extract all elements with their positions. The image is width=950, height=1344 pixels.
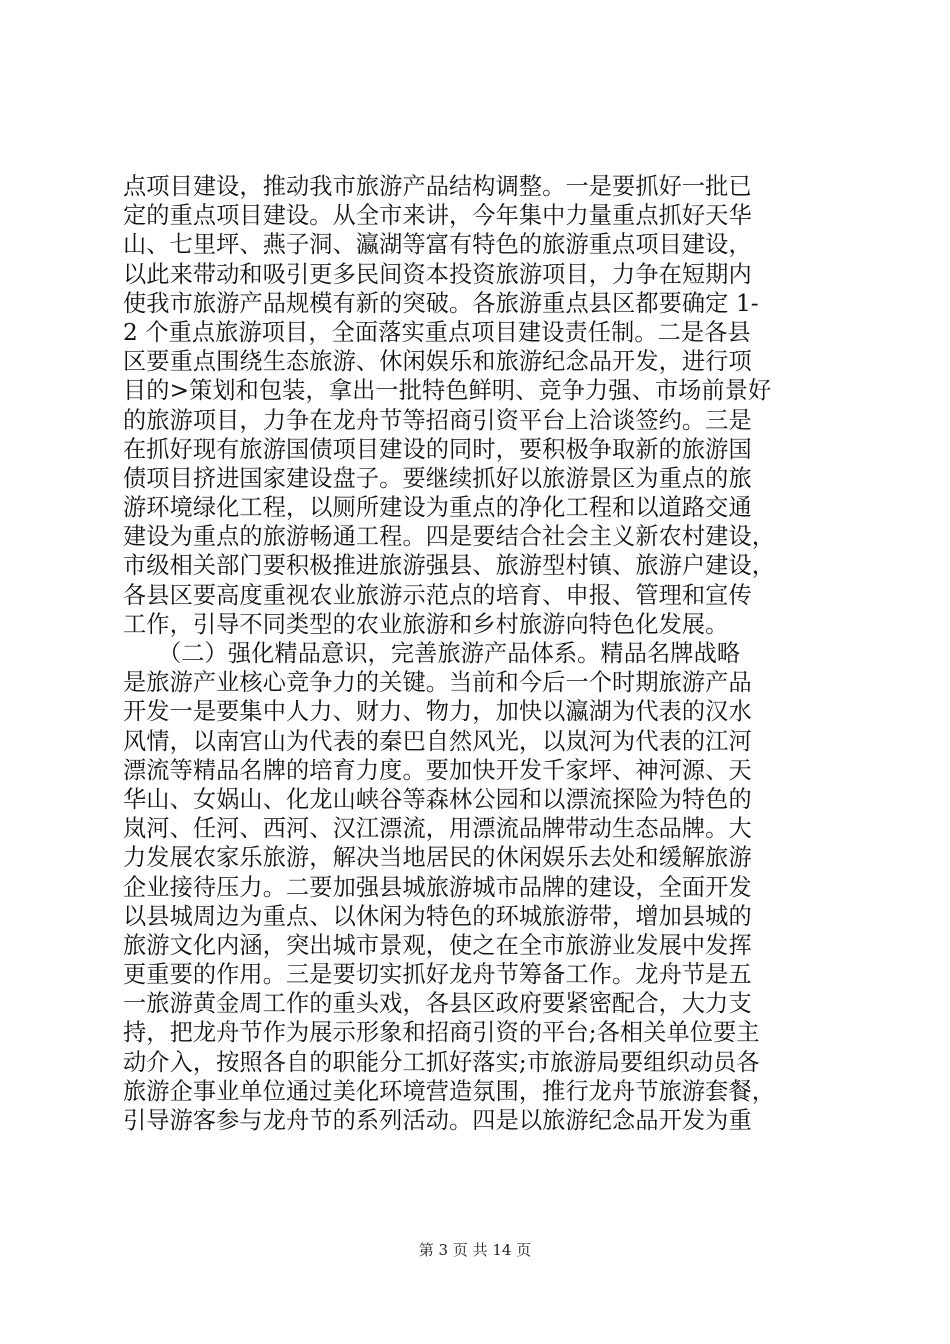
text-line: 市级相关部门要积极推进旅游强县、旅游型村镇、旅游户建设， [123, 552, 776, 580]
text-line: 旅游文化内涵，突出城市景观，使之在全市旅游业发展中发挥 [123, 931, 752, 959]
text-line: 旅游企事业单位通过美化环境营造氛围，推行龙舟节旅游套餐， [123, 1077, 776, 1105]
text-line: 以此来带动和吸引更多民间资本投资旅游项目，力争在短期内 [123, 260, 752, 288]
text-line: 动介入，按照各自的职能分工抓好落实;市旅游局要组织动员各 [123, 1048, 760, 1076]
document-body [123, 172, 843, 1135]
text-line: 开发一是要集中人力、财力、物力，加快以瀛湖为代表的汉水 [123, 698, 752, 726]
text-line: 使我市旅游产品规模有新的突破。各旅游重点县区都要确定 1- [123, 289, 759, 317]
text-line: 一旅游黄金周工作的重头戏，各县区政府要紧密配合，大力支 [123, 990, 752, 1018]
text-line: 工作，引导不同类型的农业旅游和乡村旅游向特色化发展。 [123, 610, 729, 638]
text-line: 的旅游项目，力争在龙舟节等招商引资平台上洽谈签约。三是 [123, 406, 752, 434]
text-line: 漂流等精品名牌的培育力度。要加快开发千家坪、神河源、天 [123, 756, 752, 784]
text-line: 定的重点项目建设。从全市来讲，今年集中力量重点抓好天华 [123, 202, 752, 230]
text-line: 山、七里坪、燕子洞、瀛湖等富有特色的旅游重点项目建设， [123, 231, 752, 259]
text-line: 建设为重点的旅游畅通工程。四是要结合社会主义新农村建设， [123, 523, 776, 551]
text-line: 以县城周边为重点、以休闲为特色的环城旅游带，增加县城的 [123, 902, 752, 930]
text-line: 区要重点围绕生态旅游、休闲娱乐和旅游纪念品开发，进行项 [123, 348, 752, 376]
text-line: 在抓好现有旅游国债项目建设的同时，要积极争取新的旅游国 [123, 435, 752, 463]
text-line: 各县区要高度重视农业旅游示范点的培育、申报、管理和宣传 [123, 581, 752, 609]
text-line: 岚河、任河、西河、汉江漂流，用漂流品牌带动生态品牌。大 [123, 815, 752, 843]
text-line: 点项目建设，推动我市旅游产品结构调整。一是要抓好一批已 [123, 173, 752, 200]
text-line: 企业接待压力。二要加强县城旅游城市品牌的建设，全面开发 [123, 873, 752, 901]
text-line: 持，把龙舟节作为展示形象和招商引资的平台;各相关单位要主 [123, 1019, 760, 1047]
text-line: 目的>策划和包装，拿出一批特色鲜明、竞争力强、市场前景好 [123, 377, 772, 405]
text-line: 游环境绿化工程，以厕所建设为重点的净化工程和以道路交通 [123, 494, 752, 522]
text-line: 2 个重点旅游项目，全面落实重点项目建设责任制。二是各县 [123, 318, 751, 346]
text-line: （二）强化精品意识，完善旅游产品体系。精品名牌战略 [123, 640, 741, 667]
text-line: 引导游客参与龙舟节的系列活动。四是以旅游纪念品开发为重 [123, 1107, 752, 1134]
page-footer: 第 3 页 共 14 页 [418, 1241, 532, 1259]
text-line: 风情，以南宫山为代表的秦巴自然风光，以岚河为代表的江河 [123, 727, 752, 755]
text-line: 债项目挤进国家建设盘子。要继续抓好以旅游景区为重点的旅 [123, 464, 752, 492]
text-line: 是旅游产业核心竞争力的关键。当前和今后一个时期旅游产品 [123, 669, 752, 697]
text-line: 华山、女娲山、化龙山峡谷等森林公园和以漂流探险为特色的 [123, 785, 752, 813]
text-line: 力发展农家乐旅游，解决当地居民的休闲娱乐去处和缓解旅游 [123, 844, 752, 872]
text-line: 更重要的作用。三是要切实抓好龙舟节筹备工作。龙舟节是五 [123, 961, 752, 989]
